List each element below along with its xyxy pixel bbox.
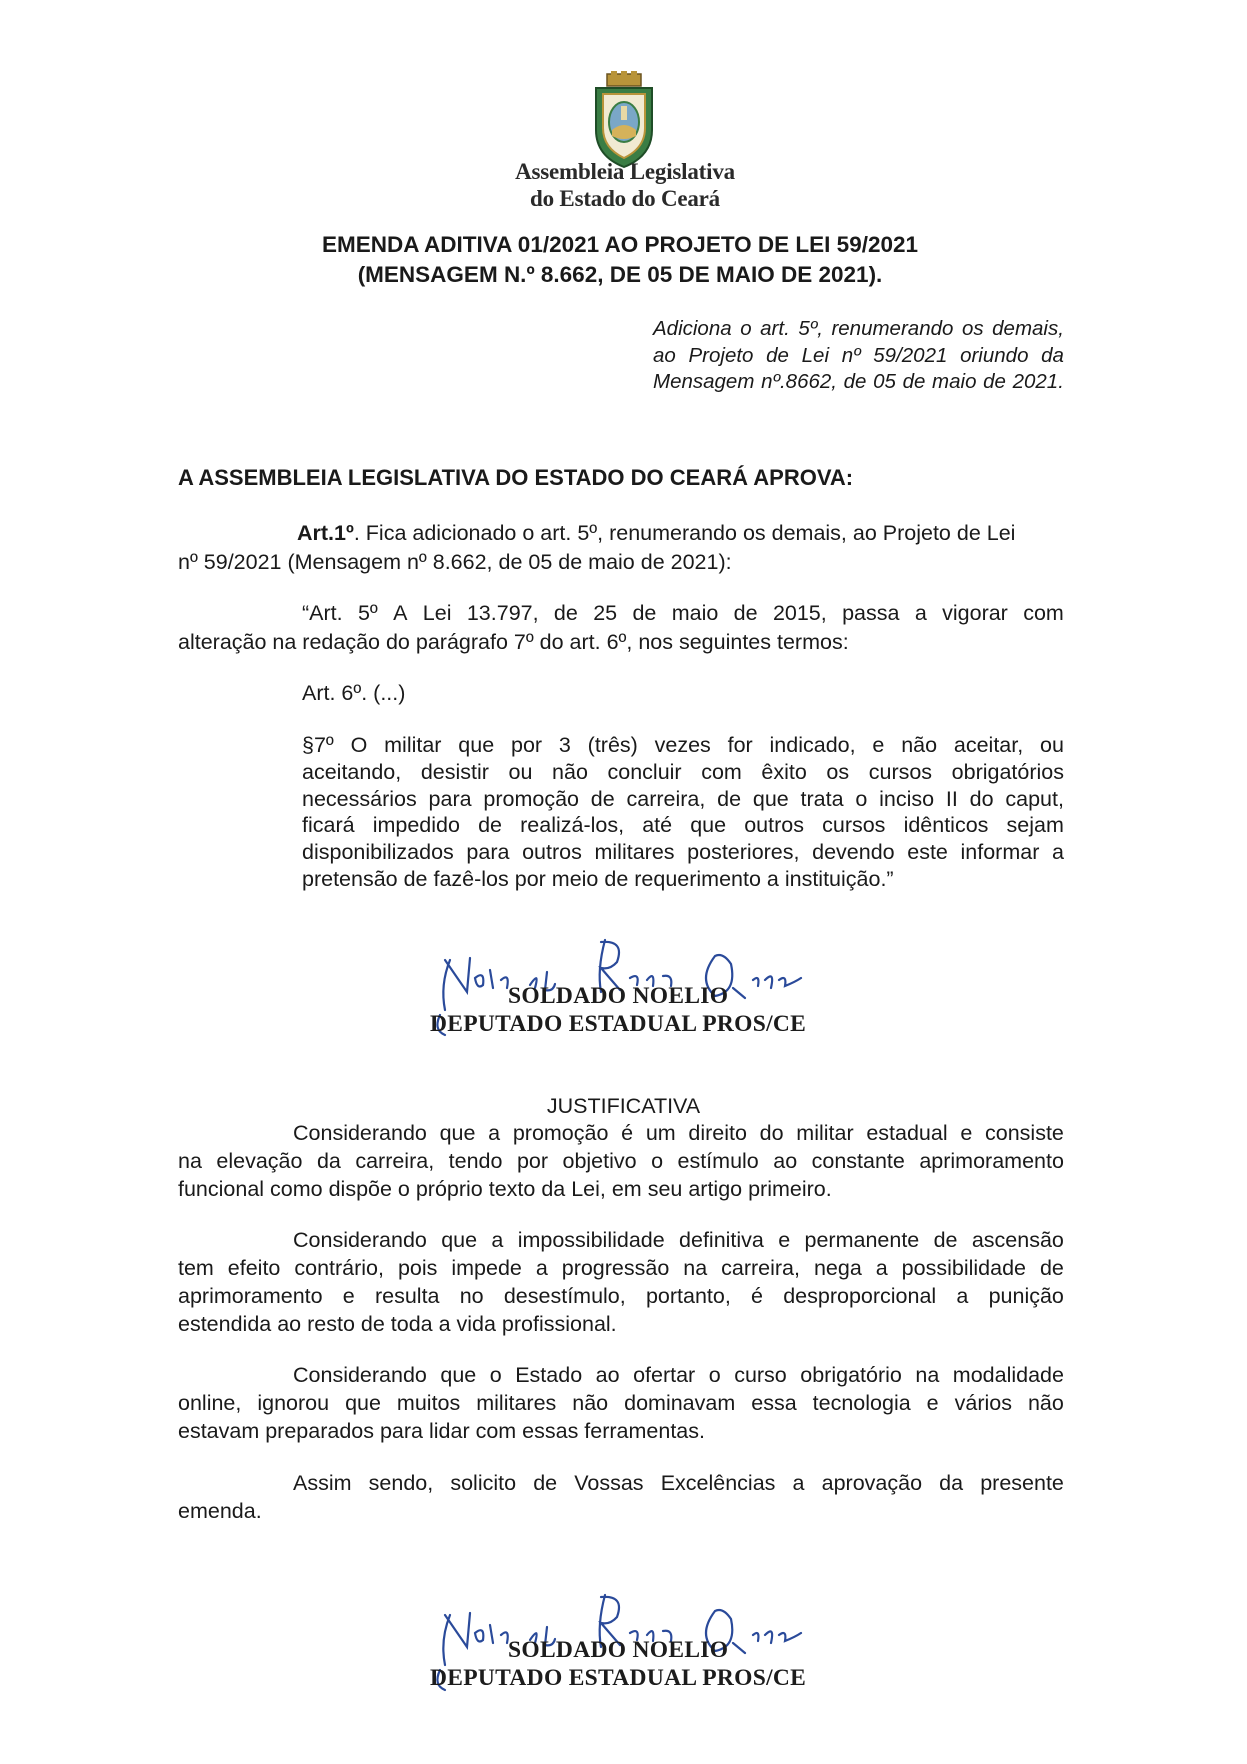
art5-line1: “Art. 5º A Lei 13.797, de 25 de maio de 2015, passa a vigorar com bbox=[302, 601, 1064, 625]
signatory-name: SOLDADO NOELIO bbox=[508, 1637, 729, 1663]
signatory-role: DEPUTADO ESTADUAL PROS/CE bbox=[430, 1011, 807, 1037]
signatory-role: DEPUTADO ESTADUAL PROS/CE bbox=[430, 1665, 807, 1691]
justificativa-p1-line: funcional como dispõe o próprio texto da Lei, em seu artigo primeiro. bbox=[178, 1177, 832, 1201]
paragraph-7-line: pretensão de fazê-los por meio de requerimento a instituição.” bbox=[302, 867, 894, 891]
institution-line2: do Estado do Ceará bbox=[529, 186, 720, 211]
justificativa-p1-line: Considerando que a promoção é um direito do militar estadual e consiste bbox=[293, 1121, 1064, 1145]
aprova-statement: A ASSEMBLEIA LEGISLATIVA DO ESTADO DO CEARÁ APROVA: bbox=[178, 465, 854, 490]
justificativa-p3-line: Considerando que o Estado ao ofertar o curso obrigatório na modalidade bbox=[293, 1363, 1064, 1387]
justificativa-p3-line: estavam preparados para lidar com essas ferramentas. bbox=[178, 1419, 705, 1443]
justificativa-p2-line: estendida ao resto de toda a vida profissional. bbox=[178, 1312, 617, 1336]
justificativa-p1-line: na elevação da carreira, tendo por objetivo o estímulo ao constante aprimoramento bbox=[178, 1149, 1064, 1173]
art1-label: Art.1º bbox=[297, 521, 354, 545]
art1-line1-text: . Fica adicionado o art. 5º, renumerando os demais, ao Projeto de Lei bbox=[353, 521, 1016, 545]
document-title-line2: (MENSAGEM N.º 8.662, DE 05 DE MAIO DE 2021). bbox=[357, 262, 883, 287]
art6-heading: Art. 6º. (...) bbox=[302, 681, 406, 705]
justificativa-p3-line: online, ignorou que muitos militares não dominavam essa tecnologia e vários não bbox=[178, 1391, 1064, 1415]
ceara-coat-of-arms-logo bbox=[574, 70, 674, 170]
art1-line1 bbox=[297, 519, 1064, 548]
ementa-line: ao Projeto de Lei nº 59/2021 oriundo da bbox=[653, 343, 1064, 367]
ementa-summary bbox=[653, 316, 1064, 396]
justificativa-p2-line: aprimoramento e resulta no desestímulo, portanto, é desproporcional a punição bbox=[178, 1284, 1064, 1308]
paragraph-7-line: aceitando, desistir ou não concluir com êxito os cursos obrigatórios bbox=[302, 759, 1064, 784]
justificativa-heading: JUSTIFICATIVA bbox=[546, 1094, 701, 1118]
paragraph-7-line: necessários para promoção de carreira, de que trata o inciso II do caput, bbox=[302, 786, 1064, 811]
art1-line2: nº 59/2021 (Mensagem nº 8.662, de 05 de maio de 2021): bbox=[178, 550, 732, 574]
paragraph-7-line: ficará impedido de realizá-los, até que outros cursos idênticos sejam bbox=[302, 813, 1064, 838]
signatory-name: SOLDADO NOELIO bbox=[508, 983, 729, 1009]
justificativa-p2-line: Considerando que a impossibilidade definitiva e permanente de ascensão bbox=[293, 1228, 1064, 1252]
ementa-line: Adiciona o art. 5º, renumerando os demais, bbox=[653, 317, 1064, 340]
justificativa-p4-line: Assim sendo, solicito de Vossas Excelências a aprovação da presente bbox=[293, 1471, 1064, 1495]
justificativa-p4-line: emenda. bbox=[178, 1499, 262, 1523]
ementa-line: Mensagem nº.8662, de 05 de maio de 2021. bbox=[653, 370, 1064, 393]
document-title-line1: EMENDA ADITIVA 01/2021 AO PROJETO DE LEI 59/2021 bbox=[321, 232, 919, 257]
paragraph-7-line: disponibilizados para outros militares posteriores, devendo este informar a bbox=[302, 840, 1064, 865]
paragraph-7-line: §7º O militar que por 3 (três) vezes for indicado, e não aceitar, ou bbox=[302, 733, 1064, 757]
institution-name bbox=[440, 158, 810, 212]
art5-line2: alteração na redação do parágrafo 7º do art. 6º, nos seguintes termos: bbox=[178, 630, 849, 654]
institution-line1: Assembleia Legislativa bbox=[515, 159, 735, 184]
justificativa-p2-line: tem efeito contrário, pois impede a progressão na carreira, nega a possibilidade de bbox=[178, 1256, 1064, 1280]
